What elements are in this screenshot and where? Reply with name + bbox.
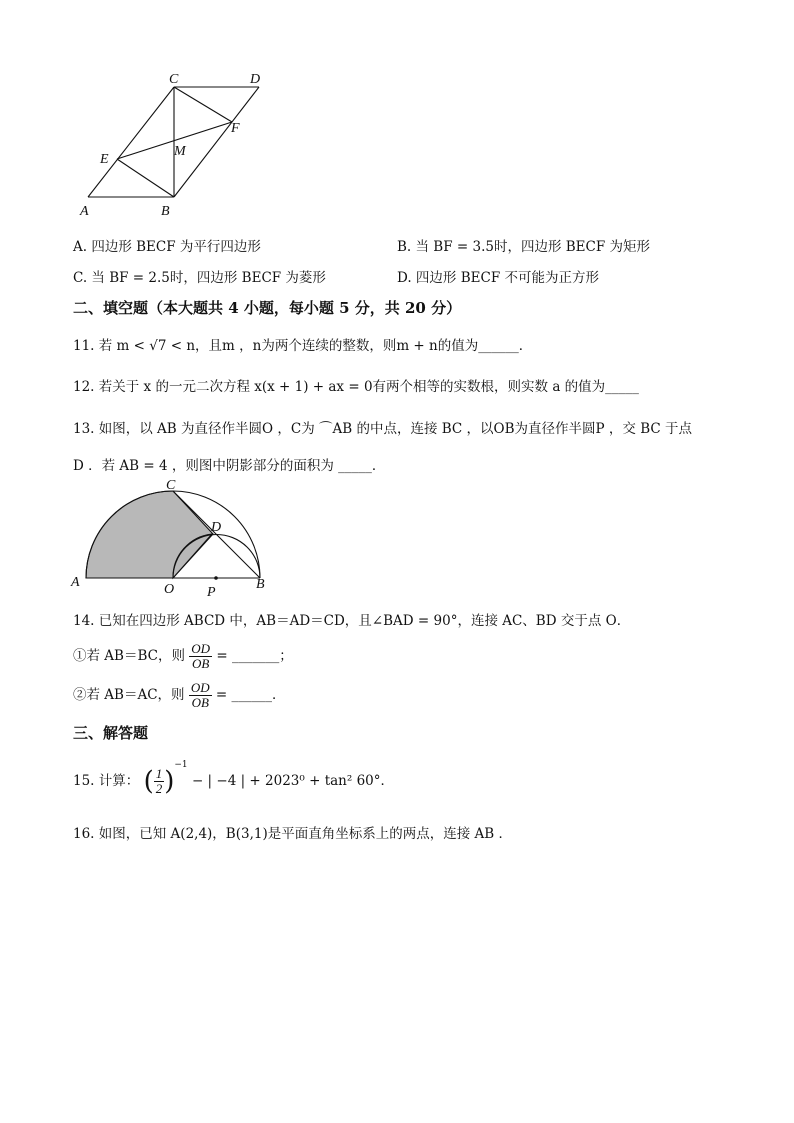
part-2-suffix: = ______． xyxy=(215,687,286,703)
label-f: F xyxy=(231,121,240,136)
label-o: O xyxy=(164,582,175,597)
fraction-od-ob xyxy=(189,642,212,671)
part-1-suffix: = _______； xyxy=(216,648,293,664)
question-16: 16. 如图，已知 A(2,4)，B(3,1)是平面直角坐标系上的两点，连接 AB ． xyxy=(73,826,512,842)
label-b: B xyxy=(161,204,170,219)
fraction-numerator: 1 xyxy=(155,766,163,781)
fraction-denominator: OB xyxy=(191,656,210,671)
option-d: D. 四边形 BECF 不可能为正方形 xyxy=(397,270,599,286)
section-heading-fill-blank: 二、填空题（本大题共 4 小题，每小题 5 分，共 20 分） xyxy=(73,299,462,317)
question-15 xyxy=(73,760,394,797)
label-b: B xyxy=(256,577,265,592)
q15-rest: − | −4 | + 2023⁰ + tan² 60°． xyxy=(191,773,394,789)
left-paren: ( xyxy=(143,766,154,797)
label-e: E xyxy=(100,152,109,167)
label-d: D xyxy=(250,72,261,87)
fraction-od-ob xyxy=(189,681,212,710)
figure-semicircles xyxy=(66,476,281,598)
question-14: 14. 已知在四边形 ABCD 中，AB＝AD＝CD，且∠BAD = 90°，连接 AC、BD 交于点 O． xyxy=(73,613,631,629)
option-a: A. 四边形 BECF 为平行四边形 xyxy=(73,239,261,255)
q15-prefix: 15. 计算： xyxy=(73,773,140,789)
question-13-line-1: 13. 如图，以 AB 为直径作半圆O ，C为 ⌒AB 的中点，连接 BC ，以OB为直径作半圆P ，交 BC 于点 xyxy=(73,421,692,437)
fraction-denominator: OB xyxy=(191,695,209,710)
label-m: M xyxy=(174,144,186,159)
section-heading-solve: 三、解答题 xyxy=(73,724,149,742)
label-c: C xyxy=(169,72,179,87)
question-13-line-2: D ．若 AB = 4 ，则图中阴影部分的面积为 _____． xyxy=(73,458,386,474)
question-14-part-1 xyxy=(73,642,293,671)
fraction-numerator: OD xyxy=(190,680,210,695)
edge-ca xyxy=(88,87,174,197)
question-12: 12. 若关于 x 的一元二次方程 x(x + 1) + ax = 0有两个相等的实数根，则实数 a 的值为_____ xyxy=(73,379,639,395)
question-11: 11. 若 m < √7 < n，且m ，n为两个连续的整数，则m + n的值为______． xyxy=(73,338,533,354)
fraction-denominator: 2 xyxy=(155,781,163,796)
point-p xyxy=(214,576,218,580)
exponent: −1 xyxy=(174,760,188,770)
label-a: A xyxy=(80,204,89,219)
segment-eb xyxy=(117,159,174,197)
label-p: P xyxy=(207,585,216,598)
option-b: B. 当 BF = 3.5时，四边形 BECF 为矩形 xyxy=(397,239,650,255)
fraction-one-half xyxy=(154,767,165,796)
question-14-part-2 xyxy=(73,681,286,710)
edge-bd xyxy=(174,87,259,197)
part-1-prefix: ①若 AB＝BC，则 xyxy=(73,648,185,664)
right-paren: ) xyxy=(164,766,175,797)
label-c: C xyxy=(166,478,176,493)
label-a: A xyxy=(71,575,80,590)
figure-parallelogram xyxy=(70,65,280,220)
part-2-prefix: ②若 AB＝AC，则 xyxy=(73,687,185,703)
fraction-numerator: OD xyxy=(191,641,211,656)
shaded-region-left xyxy=(86,491,213,578)
label-d: D xyxy=(211,520,222,535)
option-c: C. 当 BF = 2.5时，四边形 BECF 为菱形 xyxy=(73,270,326,286)
segment-cf xyxy=(174,87,232,122)
